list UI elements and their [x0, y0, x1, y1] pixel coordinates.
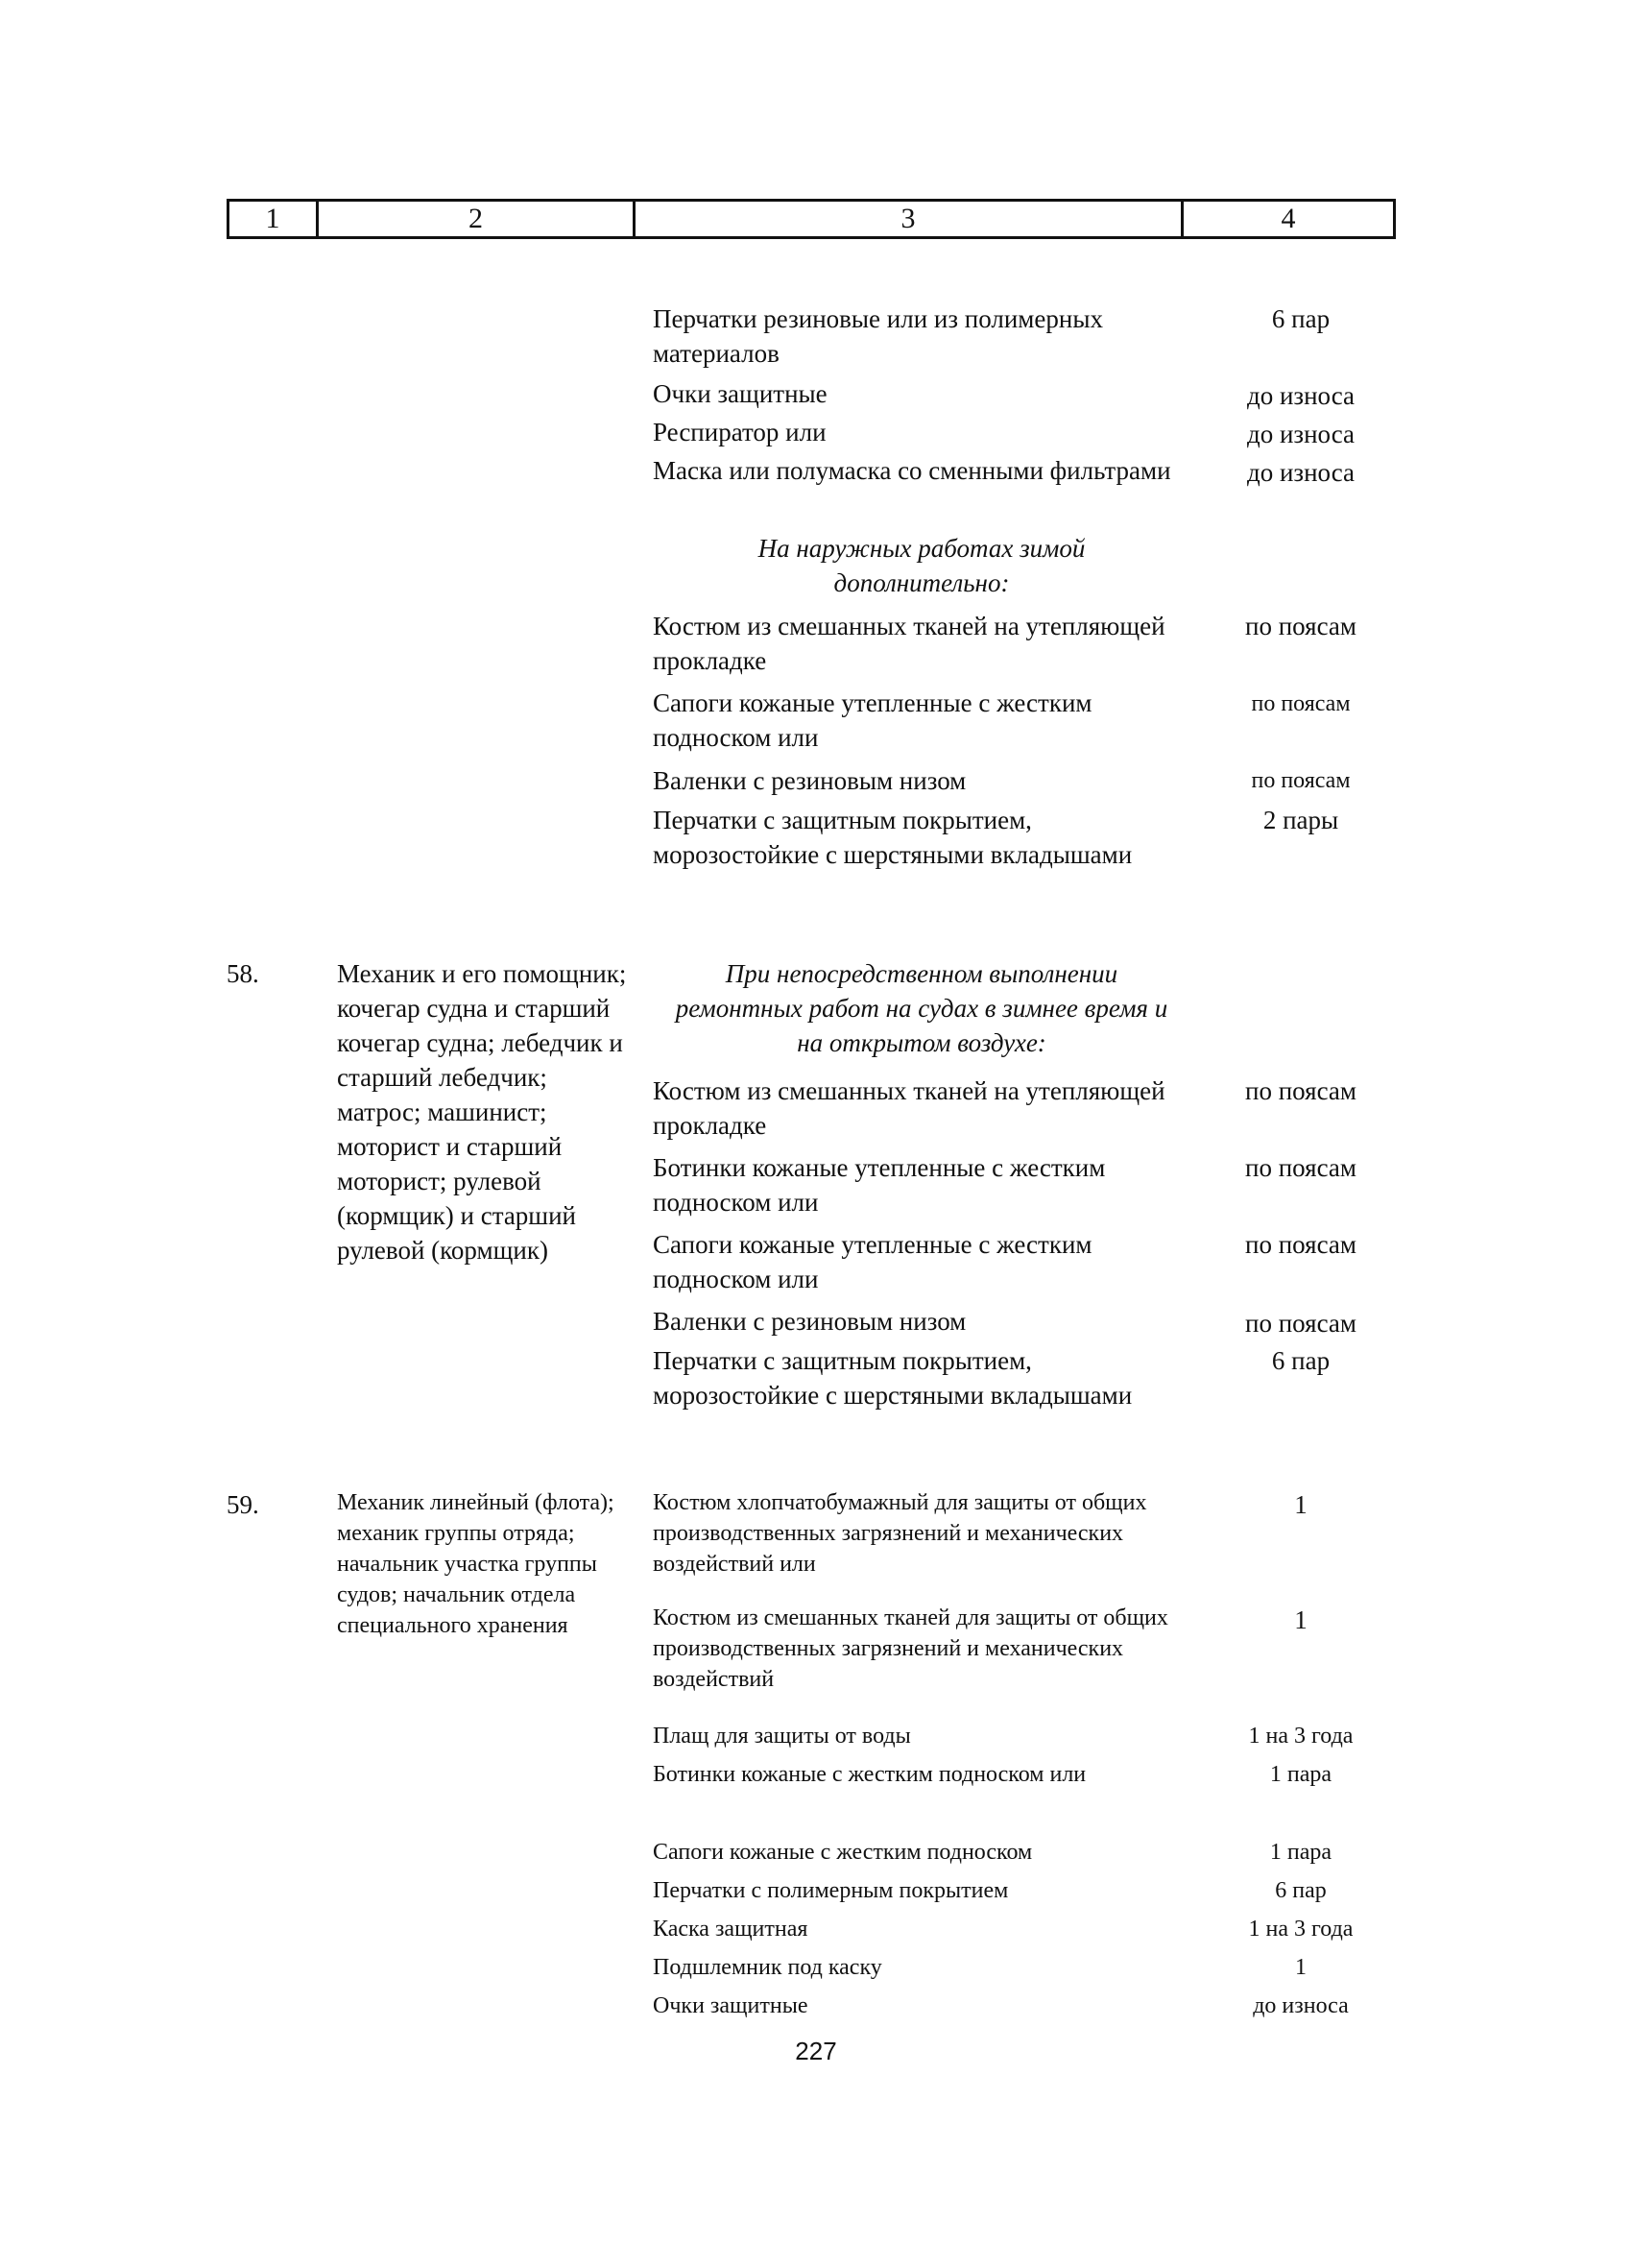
item-qty: по поясам — [1251, 691, 1351, 716]
item-name: Очки защитные — [653, 1993, 808, 2018]
item-qty: до износа — [1253, 1993, 1349, 2018]
item-qty: 6 пар — [1275, 1878, 1327, 1903]
item-name: Валенки с резиновым низом — [653, 766, 967, 795]
header-col-4: 4 — [1181, 202, 1393, 236]
item-name: Респиратор или — [653, 418, 827, 446]
item-qty: 6 пар — [1271, 304, 1331, 333]
item-qty: 1 пара — [1269, 1762, 1332, 1787]
page-number: 227 — [795, 2037, 837, 2065]
item-name: Валенки с резиновым низом — [653, 1307, 967, 1336]
item-name: Перчатки резиновые или из полимерных материалов — [653, 304, 1103, 368]
item-name: Костюм из смешанных тканей на утепляющей прокладке — [653, 612, 1165, 675]
item-name: Подшлемник под каску — [653, 1955, 882, 1980]
item-qty: по поясам — [1245, 1153, 1356, 1182]
item-name: Сапоги кожаные утепленные с жестким подноском или — [653, 1230, 1092, 1293]
header-col-2: 2 — [316, 202, 633, 236]
item-name: Ботинки кожаные утепленные с жестким подноском или — [653, 1153, 1106, 1217]
occupation-text: Механик линейный (флота); механик группы отряда; начальник участка группы судов; начальник отдела специального хранения — [337, 1490, 614, 1638]
item-name: Ботинки кожаные с жестким подноском или — [653, 1762, 1087, 1787]
item-name: Перчатки с защитным покрытием, морозостойкие с шерстяными вкладышами — [653, 806, 1133, 869]
item-qty: по поясам — [1251, 768, 1351, 793]
item-name: Очки защитные — [653, 379, 828, 408]
item-qty: до износа — [1246, 420, 1356, 448]
item-qty: 2 пары — [1262, 806, 1339, 834]
header-col-3: 3 — [633, 202, 1181, 236]
item-qty: по поясам — [1245, 612, 1356, 640]
table-header — [227, 199, 1396, 239]
item-name: Сапоги кожаные утепленные с жестким подноском или — [653, 688, 1092, 752]
item-name: Перчатки с защитным покрытием, морозостойкие с шерстяными вкладышами — [653, 1346, 1133, 1410]
item-qty: 1 — [1294, 1490, 1308, 1519]
item-name: Сапоги кожаные с жестким подноском — [653, 1840, 1033, 1865]
item-name: Плащ для защиты от воды — [653, 1724, 911, 1749]
item-name: Перчатки с полимерным покрытием — [653, 1878, 1009, 1903]
row-number: 59. — [227, 1490, 259, 1519]
section-heading: На наружных работах зимой дополнительно: — [757, 534, 1086, 597]
occupation-text: Механик и его помощник; кочегар судна и старший кочегар судна; лебедчик и старший лебедчик; матрос; машинист; моторист и старший моторист; рулевой (кормщик) и старший рулевой (кормщик) — [337, 959, 627, 1265]
item-qty: 1 пара — [1269, 1840, 1332, 1865]
item-name: Костюм из смешанных тканей на утепляющей прокладке — [653, 1076, 1165, 1140]
item-qty: 6 пар — [1271, 1346, 1331, 1375]
item-qty: 1 — [1294, 1605, 1308, 1634]
item-name: Каска защитная — [653, 1917, 808, 1942]
item-qty: по поясам — [1245, 1230, 1356, 1259]
item-qty: 1 — [1295, 1955, 1307, 1980]
item-qty: 1 на 3 года — [1248, 1724, 1354, 1749]
item-qty: 1 на 3 года — [1248, 1917, 1354, 1942]
header-col-1: 1 — [265, 203, 280, 234]
item-name: Костюм из смешанных тканей для защиты от общих производственных загрязнений и механических воздействий — [653, 1605, 1168, 1692]
row-number: 58. — [227, 959, 259, 988]
item-qty: до износа — [1246, 381, 1356, 410]
item-qty: по поясам — [1245, 1309, 1356, 1338]
item-name: Костюм хлопчатобумажный для защиты от общих производственных загрязнений и механических воздействий или — [653, 1490, 1147, 1577]
item-name: Маска или полумаска со сменными фильтрами — [653, 456, 1171, 485]
section-heading: При непосредственном выполнении ремонтных работ на судах в зимнее время и на открытом воздухе: — [675, 959, 1168, 1057]
item-qty: до износа — [1246, 458, 1356, 487]
item-qty: по поясам — [1245, 1076, 1356, 1105]
